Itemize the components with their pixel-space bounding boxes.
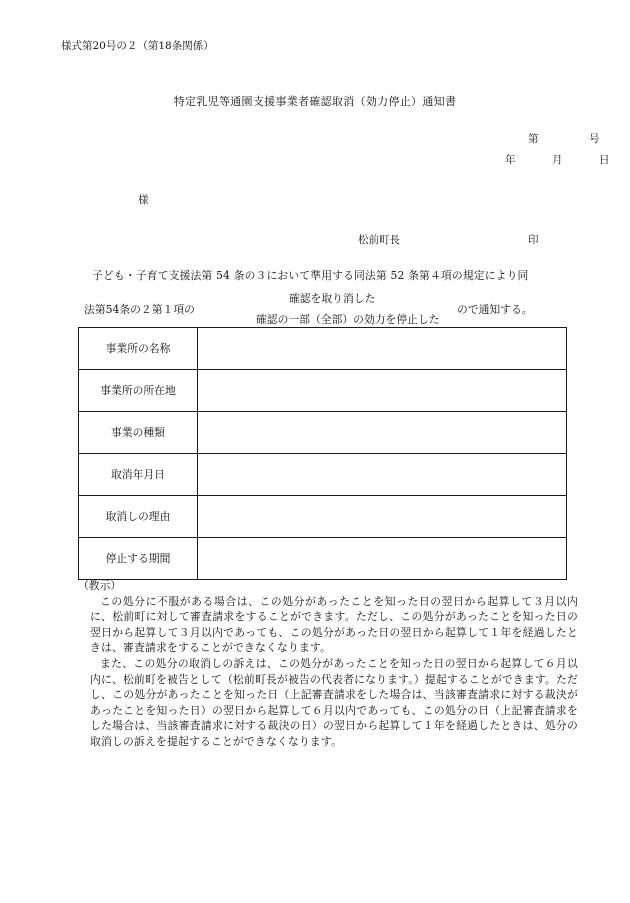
- row-value: [198, 370, 567, 412]
- row-label: 取消年月日: [79, 454, 198, 496]
- body-text-prefix: 法第54条の２第１項の: [84, 303, 195, 316]
- addressee-field: 様: [138, 194, 149, 206]
- body-choice-revoke: 確認を取り消した: [289, 292, 376, 305]
- row-value: [198, 496, 567, 538]
- table-row: [79, 454, 567, 496]
- notice-paragraph-lawsuit: また、この処分の取消しの訴えは、この処分があったことを知った日の翌日から起算して６月以内に、松前町を被告として（松前町長が被告の代表者になります。）提起することができます。ただし、この処分があったことを知った日（上記審査請求をした場合は、当該審査請求に対する裁決があったことを知った日）の翌日から起算して６月以内であっても、この処分の日（上記審査請求をした場合は、当該審査請求に対する裁決の日）の翌日から起算して１年を経過したときは、処分の取消しの訴えを提起することができなくなります。: [90, 656, 578, 748]
- row-label: 事業所の所在地: [79, 370, 198, 412]
- row-label: 取消しの理由: [79, 496, 198, 538]
- document-title: 特定乳児等通園支援事業者確認取消（効力停止）通知書: [173, 95, 457, 108]
- row-label: 事業の種類: [79, 412, 198, 454]
- document-date-field: 年 月 日: [505, 154, 623, 166]
- row-label: 停止する期間: [79, 538, 198, 580]
- table-row: [79, 538, 567, 580]
- table-row: [79, 370, 567, 412]
- row-value: [198, 412, 567, 454]
- notice-heading: （教示）: [78, 579, 122, 592]
- table-row: [79, 328, 567, 370]
- issuer-name: 松前町長: [358, 234, 400, 246]
- body-text-line1: 子ども・子育て支援法第 54 条の３において準用する同法第 52 条第４項の規定により同: [92, 269, 529, 282]
- body-choice-suspend: 確認の一部（全部）の効力を停止した: [256, 313, 440, 326]
- form-number: 様式第20号の２（第18条関係）: [61, 40, 214, 52]
- seal-mark: 印: [528, 234, 539, 246]
- notice-paragraph-appeal: この処分に不服がある場合は、この処分があったことを知った日の翌日から起算して３月以内に、松前町に対して審査請求をすることができます。ただし、この処分があったことを知った日の翌日から起算して３月以内であっても、この処分があった日の翌日から起算して１年を経過したときは、審査請求をすることができなくなります。: [90, 594, 578, 655]
- document-number-field: 第 号: [528, 133, 620, 145]
- row-label: 事業所の名称: [79, 328, 198, 370]
- row-value: [198, 454, 567, 496]
- table-row: [79, 496, 567, 538]
- row-value: [198, 538, 567, 580]
- details-table: [78, 327, 567, 580]
- notice-section: [78, 578, 578, 750]
- table-row: [79, 412, 567, 454]
- body-text-suffix: ので通知する。: [457, 303, 533, 316]
- row-value: [198, 328, 567, 370]
